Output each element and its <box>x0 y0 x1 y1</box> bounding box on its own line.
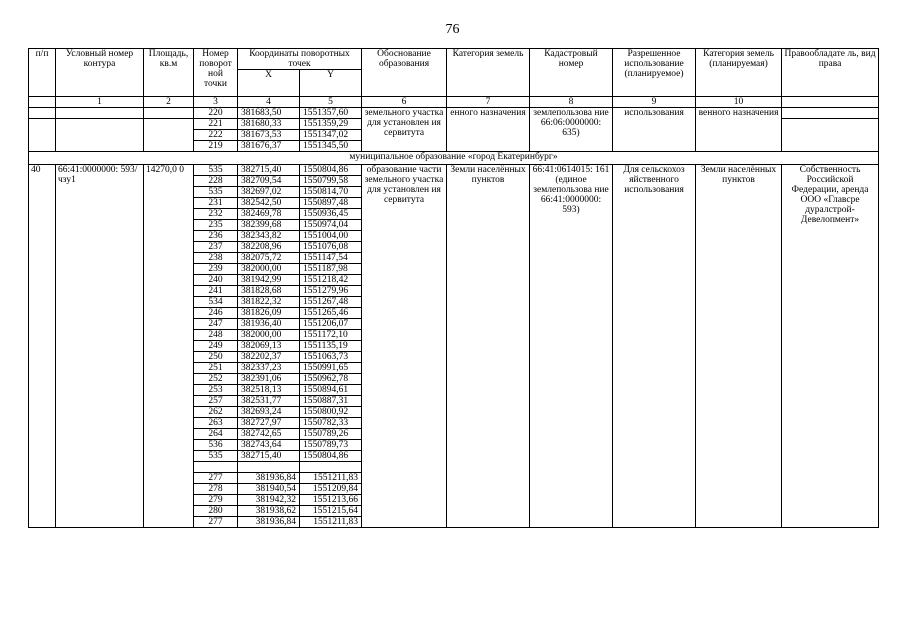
coord-x: 382391,06 <box>238 374 300 385</box>
owner-cell: Собственность Российской Федерации, аренда ООО «Главсре дуралстрой- Девелопмент» <box>782 165 879 528</box>
coord-x: 382069,13 <box>238 341 300 352</box>
land-category-cell: енного назначения <box>447 108 530 152</box>
coord-x: 382715,40 <box>238 165 300 176</box>
coord-y: 1551209,84 <box>300 484 362 495</box>
point-number: 536 <box>194 440 238 451</box>
coord-y: 1551211,83 <box>300 517 362 528</box>
coord-x: 382208,96 <box>238 242 300 253</box>
coord-y: 1550897,48 <box>300 198 362 209</box>
coord-y: 1550936,45 <box>300 209 362 220</box>
coord-x: 382715,40 <box>238 451 300 462</box>
coord-y: 1551347,02 <box>300 130 362 141</box>
coord-y: 1550804,86 <box>300 165 362 176</box>
point-number: 277 <box>194 473 238 484</box>
point-number: 250 <box>194 352 238 363</box>
empty-cell <box>782 119 879 152</box>
point-number: 535 <box>194 187 238 198</box>
header-owner: Правообладате ль, вид права <box>782 49 879 97</box>
section-row <box>29 152 879 165</box>
coord-x: 381940,54 <box>238 484 300 495</box>
coord-x: 382531,77 <box>238 396 300 407</box>
coord-y: 1550804,86 <box>300 451 362 462</box>
col-number: 9 <box>613 97 696 108</box>
land-category-cell: Земли населённых пунктов <box>447 165 530 528</box>
point-number: 236 <box>194 231 238 242</box>
point-number: 279 <box>194 495 238 506</box>
category-planned-cell: Земли населённых пунктов <box>696 165 782 528</box>
coord-y: 1550962,78 <box>300 374 362 385</box>
empty-cell <box>300 462 362 473</box>
coord-y: 1550800,92 <box>300 407 362 418</box>
coord-x: 382709,54 <box>238 176 300 187</box>
col-number: 3 <box>194 97 238 108</box>
point-number: 239 <box>194 264 238 275</box>
coord-y: 1551135,19 <box>300 341 362 352</box>
coord-x: 381942,32 <box>238 495 300 506</box>
col-number: 2 <box>144 97 194 108</box>
basis-cell: земельного участка для установлен ия сервитута <box>362 108 447 152</box>
col-number: 1 <box>56 97 144 108</box>
header-category-planned: Категория земель (планируемая) <box>696 49 782 97</box>
point-number: 219 <box>194 141 238 152</box>
coord-x: 381828,68 <box>238 286 300 297</box>
coord-x: 381822,32 <box>238 297 300 308</box>
col-number: 4 <box>238 97 300 108</box>
point-number: 277 <box>194 517 238 528</box>
empty-cell <box>194 462 238 473</box>
coord-y: 1551206,07 <box>300 319 362 330</box>
point-number: 231 <box>194 198 238 209</box>
coord-x: 382000,00 <box>238 330 300 341</box>
coord-x: 382000,00 <box>238 264 300 275</box>
point-number: 257 <box>194 396 238 407</box>
empty-cell <box>782 108 879 119</box>
coord-x: 382697,02 <box>238 187 300 198</box>
coordinates-table <box>28 48 879 528</box>
coord-x: 382693,24 <box>238 407 300 418</box>
coord-y: 1550974,04 <box>300 220 362 231</box>
header-coordinates: Координаты поворотных точек <box>238 49 362 70</box>
coord-x: 382542,50 <box>238 198 300 209</box>
page-number: 76 <box>445 22 460 37</box>
coord-x: 382202,37 <box>238 352 300 363</box>
coord-x: 382343,82 <box>238 231 300 242</box>
point-number: 248 <box>194 330 238 341</box>
coord-y: 1550814,70 <box>300 187 362 198</box>
coord-y: 1551213,66 <box>300 495 362 506</box>
coord-y: 1550789,26 <box>300 429 362 440</box>
coord-y: 1551147,54 <box>300 253 362 264</box>
coord-x: 381936,84 <box>238 473 300 484</box>
point-number: 222 <box>194 130 238 141</box>
empty-cell <box>29 108 56 119</box>
point-number: 252 <box>194 374 238 385</box>
empty-cell <box>29 119 56 152</box>
coord-y: 1551004,00 <box>300 231 362 242</box>
point-number: 246 <box>194 308 238 319</box>
coord-y: 1551172,10 <box>300 330 362 341</box>
point-number: 220 <box>194 108 238 119</box>
permitted-use-cell: использования <box>613 108 696 152</box>
coord-x: 382743,64 <box>238 440 300 451</box>
header-area: Площадь, кв.м <box>144 49 194 97</box>
point-number: 221 <box>194 119 238 130</box>
coord-x: 381826,09 <box>238 308 300 319</box>
point-number: 235 <box>194 220 238 231</box>
coord-y: 1550799,58 <box>300 176 362 187</box>
coord-x: 382399,68 <box>238 220 300 231</box>
coord-y: 1551187,98 <box>300 264 362 275</box>
header-y: Y <box>300 70 362 97</box>
coord-y: 1551211,83 <box>300 473 362 484</box>
empty-cell <box>56 108 144 119</box>
col-number: 7 <box>447 97 530 108</box>
coord-y: 1551215,64 <box>300 506 362 517</box>
table-row <box>29 108 879 119</box>
header-x: X <box>238 70 300 97</box>
cadastral-cell: землепользова ние 66:06:0000000: 635) <box>530 108 613 152</box>
coord-x: 382075,72 <box>238 253 300 264</box>
point-number: 253 <box>194 385 238 396</box>
coord-y: 1551357,60 <box>300 108 362 119</box>
coord-y: 1551218,42 <box>300 275 362 286</box>
coord-y: 1551267,48 <box>300 297 362 308</box>
coord-x: 382727,97 <box>238 418 300 429</box>
coord-x: 382469,78 <box>238 209 300 220</box>
table-row <box>29 165 879 176</box>
coord-y: 1550894,61 <box>300 385 362 396</box>
point-number: 535 <box>194 165 238 176</box>
section-title: муниципальное образование «город Екатеринбург» <box>29 152 879 165</box>
header-basis: Обоснование образования <box>362 49 447 97</box>
row-pp-cell: 40 <box>29 165 56 528</box>
permitted-use-cell: Для сельскохоз яйственного использования <box>613 165 696 528</box>
point-number: 249 <box>194 341 238 352</box>
point-number: 264 <box>194 429 238 440</box>
point-number: 232 <box>194 209 238 220</box>
header-land-category: Категория земель <box>447 49 530 97</box>
coord-y: 1551279,96 <box>300 286 362 297</box>
coord-y: 1551359,29 <box>300 119 362 130</box>
col-number: 6 <box>362 97 447 108</box>
coord-y: 1550887,31 <box>300 396 362 407</box>
col-number <box>29 97 56 108</box>
empty-cell <box>238 462 300 473</box>
coord-x: 381936,40 <box>238 319 300 330</box>
coord-x: 381673,53 <box>238 130 300 141</box>
coord-x: 381680,33 <box>238 119 300 130</box>
header-pp: п/п <box>29 49 56 97</box>
point-number: 238 <box>194 253 238 264</box>
header-contour: Условный номер контура <box>56 49 144 97</box>
coord-y: 1551076,08 <box>300 242 362 253</box>
point-number: 262 <box>194 407 238 418</box>
point-number: 247 <box>194 319 238 330</box>
coord-x: 382742,65 <box>238 429 300 440</box>
point-number: 534 <box>194 297 238 308</box>
header-point-number: Номер поворот ной точки <box>194 49 238 97</box>
coord-x: 382518,13 <box>238 385 300 396</box>
coord-y: 1551345,50 <box>300 141 362 152</box>
point-number: 278 <box>194 484 238 495</box>
coord-y: 1551265,46 <box>300 308 362 319</box>
coord-y: 1550991,65 <box>300 363 362 374</box>
point-number: 241 <box>194 286 238 297</box>
header-permitted-use: Разрешенное использование (планируемое) <box>613 49 696 97</box>
point-number: 228 <box>194 176 238 187</box>
coord-y: 1550782,33 <box>300 418 362 429</box>
coord-y: 1550789,73 <box>300 440 362 451</box>
coord-x: 381936,84 <box>238 517 300 528</box>
point-number: 237 <box>194 242 238 253</box>
point-number: 263 <box>194 418 238 429</box>
coord-y: 1551063,73 <box>300 352 362 363</box>
point-number: 535 <box>194 451 238 462</box>
col-number: 5 <box>300 97 362 108</box>
coord-x: 382337,23 <box>238 363 300 374</box>
coord-x: 381676,37 <box>238 141 300 152</box>
header-cadastral: Кадастровый номер <box>530 49 613 97</box>
empty-cell <box>144 119 194 152</box>
category-planned-cell: венного назначения <box>696 108 782 152</box>
coord-x: 381942,99 <box>238 275 300 286</box>
point-number: 280 <box>194 506 238 517</box>
point-number: 251 <box>194 363 238 374</box>
area-cell: 14270,0 0 <box>144 165 194 528</box>
coord-x: 381683,50 <box>238 108 300 119</box>
contour-cell: 66:41:0000000: 593/чзу1 <box>56 165 144 528</box>
cadastral-cell: 66:41:0614015: 161 (единое землепользова ние 66:41:0000000: 593) <box>530 165 613 528</box>
basis-cell: образование части земельного участка для установлен ия сервитута <box>362 165 447 528</box>
empty-cell <box>144 108 194 119</box>
coord-x: 381938,62 <box>238 506 300 517</box>
col-number: 10 <box>696 97 782 108</box>
point-number: 240 <box>194 275 238 286</box>
column-numbers-row <box>29 97 879 108</box>
empty-cell <box>56 119 144 152</box>
col-number <box>782 97 879 108</box>
col-number: 8 <box>530 97 613 108</box>
